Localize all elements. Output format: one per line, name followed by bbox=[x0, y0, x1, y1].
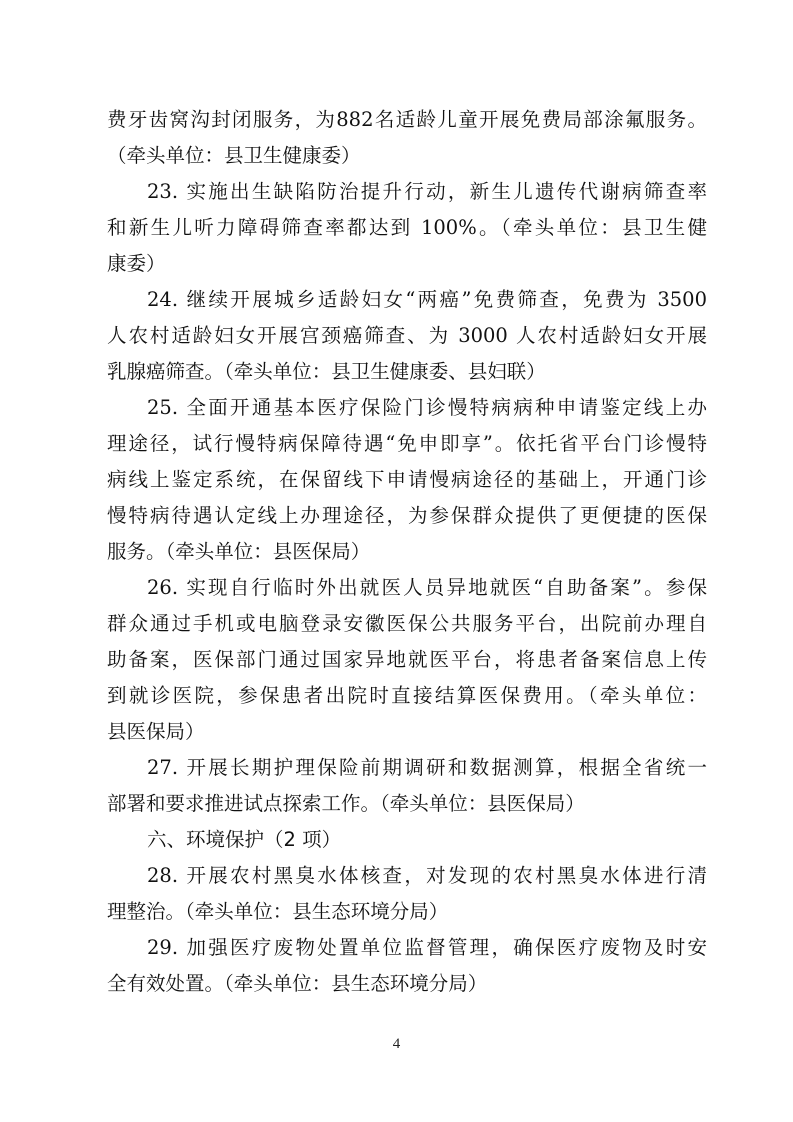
text-line: 理整治。（牵头单位：县生态环境分局） bbox=[107, 900, 449, 923]
text-line: 服务。（牵头单位：县医保局） bbox=[107, 540, 371, 563]
page-number: 4 bbox=[392, 1036, 401, 1052]
item-29-first-line: 29. 加强医疗废物处置单位监督管理，确保医疗废物及时安 bbox=[147, 936, 707, 959]
text-line: 病线上鉴定系统，在保留线下申请慢病途径的基础上，开通门诊 bbox=[107, 468, 707, 491]
text-line: 慢特病待遇认定线上办理途径，为参保群众提供了更便捷的医保 bbox=[107, 504, 707, 527]
text-line: 人农村适龄妇女开展宫颈癌筛查、为 3000 人农村适龄妇女开展 bbox=[107, 324, 707, 347]
document-body bbox=[107, 102, 707, 1002]
item-24-first-line: 24. 继续开展城乡适龄妇女“两癌”免费筛查，免费为 3500 bbox=[147, 288, 707, 311]
item-26-first-line: 26. 实现自行临时外出就医人员异地就医“自助备案”。参保 bbox=[147, 576, 707, 599]
text-line: 助备案，医保部门通过国家异地就医平台，将患者备案信息上传 bbox=[107, 648, 707, 671]
text-line: （牵头单位：县卫生健康委） bbox=[107, 144, 361, 167]
text-line: 理途径，试行慢特病保障待遇“免申即享”。依托省平台门诊慢特 bbox=[107, 432, 707, 455]
text-line: 和新生儿听力障碍筛查率都达到 100%。（牵头单位：县卫生健 bbox=[107, 216, 707, 239]
item-23-first-line: 23. 实施出生缺陷防治提升行动，新生儿遗传代谢病筛查率 bbox=[147, 180, 707, 203]
text-line: 乳腺癌筛查。（牵头单位：县卫生健康委、县妇联） bbox=[107, 360, 546, 383]
text-line: 群众通过手机或电脑登录安徽医保公共服务平台，出院前办理自 bbox=[107, 612, 707, 635]
text-line: 部署和要求推进试点探索工作。（牵头单位：县医保局） bbox=[107, 792, 585, 815]
text-line: 费牙齿窝沟封闭服务，为882名适龄儿童开展免费局部涂氟服务。 bbox=[107, 108, 707, 131]
item-28-first-line: 28. 开展农村黑臭水体核查，对发现的农村黑臭水体进行清 bbox=[147, 864, 707, 887]
item-25-first-line: 25. 全面开通基本医疗保险门诊慢特病病种申请鉴定线上办 bbox=[147, 396, 707, 419]
text-line: 县医保局） bbox=[107, 720, 205, 743]
text-line: 全有效处置。（牵头单位：县生态环境分局） bbox=[107, 972, 488, 995]
item-27-first-line: 27. 开展长期护理保险前期调研和数据测算，根据全省统一 bbox=[147, 756, 707, 779]
text-line: 到就诊医院，参保患者出院时直接结算医保费用。（牵头单位： bbox=[107, 684, 707, 707]
section-heading: 六、环境保护（2 项） bbox=[147, 828, 342, 851]
text-line: 康委） bbox=[107, 252, 166, 275]
